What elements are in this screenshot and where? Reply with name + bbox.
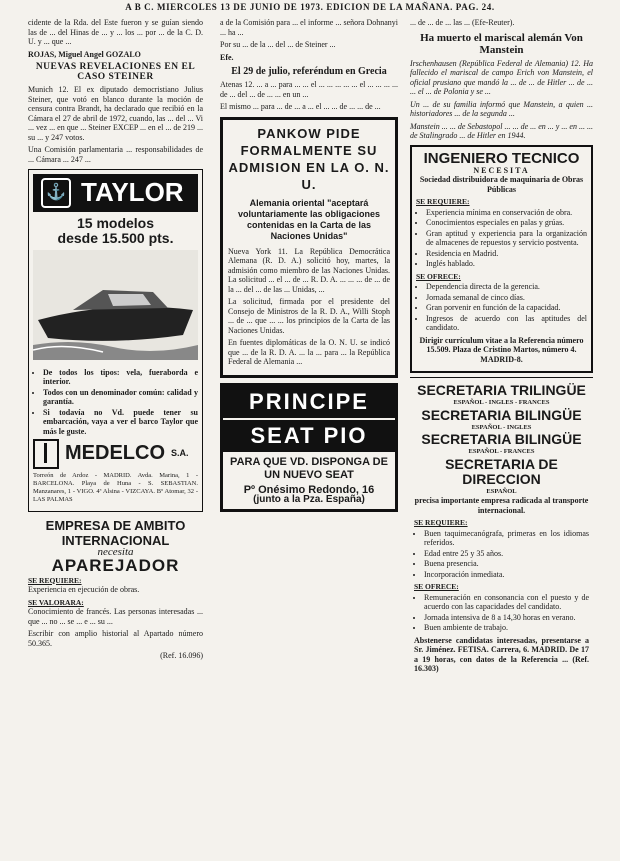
ingeniero-req-title: SE REQUIERE:: [416, 197, 470, 206]
empresa-write: Escribir con amplio historial al Apartado número 50.365.: [28, 629, 203, 648]
list-item: • Jornada intensiva de 8 a 14,30 horas en verano.: [424, 613, 589, 623]
steiner-body: Munich 12. El ex diputado democristiano Julius Steiner, que votó en blanco durante la moción de censura contra Brandt, ha declarado que recibió en la Cámara el 27 de abril de 1972, cuando, las ... del ... Vi ... vez ... en que ... Steiner EXCEP ... en el ... de 219 ... su ... y 247 votos.: [28, 85, 203, 142]
ingeniero-title: INGENIERO TECNICO: [423, 149, 580, 167]
pankow-body-2: La solicitud, firmada por el presidente del Consejo de Ministros de la R. D. A., Willi Stoph ... de ... que ... ... los principios de la Carta de las Naciones Unidas.: [228, 297, 390, 335]
medelco-brand: MEDELCO: [65, 442, 165, 465]
secretaria-offer-list: [414, 593, 589, 633]
secretaria-langs-4: ESPAÑOL: [486, 487, 517, 495]
secretaria-title-4: SECRETARIA DE DIRECCION: [445, 455, 558, 487]
principe-seat-ad: [220, 383, 398, 512]
empresa-ref: (Ref. 16.096): [160, 651, 203, 660]
article-signature: Efe.: [220, 52, 234, 62]
article-signature: ROJAS, Miguel Angel GOZALO: [28, 49, 141, 59]
list-item: • Edad entre 25 y 35 años.: [424, 549, 589, 559]
greece-headline: El 29 de julio, referéndum en Grecia: [231, 66, 387, 77]
secretaria-offer-title: SE OFRECE:: [414, 582, 459, 591]
ingeniero-offer-list: [416, 282, 587, 333]
aparejador-ad: [28, 516, 203, 666]
column-2: [220, 18, 398, 517]
article-continuation: cidente de la Rda. del Este fueron y se guían siendo las de ... del Hinas de ... y ... los ... por ... de la C. D. U. y ... que ...: [28, 18, 203, 46]
list-item: • Buena presencia.: [424, 559, 589, 569]
secretaria-title-3: SECRETARIA BILINGÜE: [421, 431, 582, 447]
medelco-suffix: S.A.: [171, 448, 189, 459]
secretaria-title-2: SECRETARIA BILINGÜE: [421, 406, 582, 423]
ingeniero-ad: [410, 145, 593, 374]
article-continuation-2: Por su ... de la ... del ... de Steiner ...: [220, 40, 336, 49]
list-item: • Buen ambiente de trabajo.: [424, 623, 589, 633]
taylor-bullets: [33, 368, 198, 437]
taylor-logo: [33, 174, 198, 212]
page-header: A B C. MIERCOLES 13 DE JUNIO DE 1973. EDICION DE LA MAÑANA. PAG. 24.: [125, 2, 495, 12]
list-item: • Gran porvenir en función de la capacidad.: [426, 303, 587, 313]
secretaria-req-list: [414, 529, 589, 580]
seat-brand: SEAT PIO: [223, 418, 395, 452]
secretaria-ad: [410, 377, 593, 681]
taylor-brand: TAYLOR: [81, 177, 184, 208]
principe-address-note: (junto a la Pza. España): [253, 494, 365, 505]
article-continuation: a de la Comisión para ... el informe ... señora Dohnanyi ... ha ...: [220, 18, 398, 37]
empresa-necesita: necesita: [97, 546, 134, 558]
anchor-icon: ⚓: [41, 178, 71, 208]
list-item: • Experiencia mínima en conservación de obra.: [426, 208, 587, 218]
pankow-headline: PANKOW PIDE FORMALMENTE SU ADMISION EN LA O. N. U.: [228, 125, 390, 192]
ingeniero-req-list: [416, 208, 587, 269]
taylor-bullet: • Si todavía no Vd. puede tener su embarcación, vaya a ver el barco Taylor que más le guste.: [43, 408, 198, 437]
principe-slogan: PARA QUE VD. DISPONGA DE UN NUEVO SEAT: [230, 455, 388, 481]
list-item: • Jornada semanal de cinco días.: [426, 293, 587, 303]
secretaria-write: Abstenerse candidatas interesadas, presentarse a Sr. Jiménez. FETISA. Carrera, 6. MADRID. De 17 a 19 horas, con datos de la Referencia ... (Ref. 16.303): [414, 635, 589, 673]
empresa-req-title: SE REQUIERE:: [28, 575, 82, 585]
secretaria-req-title: SE REQUIERE:: [414, 518, 468, 527]
principe-brand: PRINCIPE: [223, 386, 395, 418]
secretaria-langs-2: ESPAÑOL - INGLES: [471, 423, 532, 431]
secretaria-intro: precisa importante empresa radicada al transporte internacional.: [414, 496, 589, 515]
empresa-val-title: SE VALORARA:: [28, 597, 84, 607]
empresa-val: Conocimiento de francés. Las personas interesadas ... que ... no ... se ... e ... su ...: [28, 607, 203, 626]
ingeniero-company: Sociedad distribuidora de maquinaria de Obras Públicas: [419, 175, 584, 194]
list-item: • Buen taquimecanógrafa, primeras en los idiomas referidos.: [424, 529, 589, 548]
list-item: • Ingresos de acuerdo con las aptitudes del candidato.: [426, 314, 587, 333]
marshal-body: Irschenhausen (República Federal de Alemania) 12. Ha fallecido el mariscal de campo Erich von Manstein, el oficial prusiano que mandó la ... de ... de Hitler ... de ... ... el ... de Polonia y se ...: [410, 58, 593, 96]
taylor-models: 15 modelos: [76, 215, 155, 231]
pankow-subheadline: Alemania oriental "aceptará voluntariamente las obligaciones contenidas en la Carta de las Naciones Unidas": [237, 197, 381, 241]
empresa-req: Experiencia en ejecución de obras.: [28, 585, 140, 594]
list-item: • Remuneración en consonancia con el puesto y de acuerdo con las capacidades del candidato.: [424, 593, 589, 612]
pankow-article: [220, 117, 398, 378]
ingeniero-write: Dirigir currículum vitae a la Referencia número 15.509. Plaza de Cristino Martos, número 4. MADRID-8.: [419, 335, 584, 364]
taylor-ad: [28, 169, 203, 512]
principe-address: Pº Onésimo Redondo, 16: [243, 483, 375, 496]
column-1: [28, 18, 203, 670]
steiner-headline: NUEVAS REVELACIONES EN EL CASO STEINER: [35, 62, 196, 82]
marshal-headline: Ha muerto el mariscal alemán Von Manstein: [420, 31, 583, 56]
pankow-body-3: En fuentes diplomáticas de la O. N. U. se indicó que ... de la R. D. A. ... la ... para ... la República Federal de Alemania ...: [228, 338, 390, 366]
article-continuation: ... de ... de ... las ... (Efe-Reuter).: [410, 18, 515, 27]
list-item: • Conocimientos especiales en palas y grúas.: [426, 218, 587, 228]
list-item: • Incorporación inmediata.: [424, 570, 589, 580]
marshal-body-3: Manstein ... ... de Sebastopol ... ... de ... en ... y ... en ... ... de Stalingrado ... de Hitler en 1944.: [410, 121, 593, 140]
medelco-logo: [33, 439, 198, 469]
marshal-body-2: Un ... de su familia informó que Manstein, a quien ... historiadores ... de la segunda ...: [410, 99, 593, 118]
list-item: • Residencia en Madrid.: [426, 249, 587, 259]
medelco-mark-icon: [33, 439, 59, 469]
taylor-bullet: • Todos con un denominador común: calidad y garantía.: [43, 388, 198, 407]
ingeniero-necesita: NECESITA: [473, 165, 530, 175]
list-item: • Gran aptitud y experiencia para la organización de almacenes de repuestos y servicio postventa.: [426, 229, 587, 248]
empresa-job: APAREJADOR: [51, 555, 180, 575]
list-item: • Inglés hablado.: [426, 259, 587, 269]
taylor-price: desde 15.500 pts.: [57, 230, 174, 246]
secretaria-langs-1: ESPAÑOL - INGLES - FRANCES: [453, 399, 550, 406]
boat-illustration: [33, 250, 198, 360]
empresa-title: EMPRESA DE AMBITO INTERNACIONAL: [45, 518, 186, 548]
secretaria-langs-3: ESPAÑOL - FRANCES: [468, 448, 535, 455]
medelco-addresses: Torreón de Ardoz - MADRID. Avda. Marina, 1 - BARCELONA. Playa de Huna - S. SEBASTIAN. Manzanares, 1 - VIGO. 4ª Alsina - VIZCAYA. Bº Atomar, 32 - LAS PALMAS: [33, 472, 198, 503]
pankow-body: Nueva York 11. La República Democrática Alemana (R. D. A.) solicitó hoy, martes, la admisión como miembro de las Naciones Unidas. La solicitud ... el ... de ... R. D. A. ... ... ... de ... de la ... del ... de las ... Unidas, ...: [228, 246, 390, 294]
list-item: • Dependencia directa de la gerencia.: [426, 282, 587, 292]
steiner-body-2: Una Comisión parlamentaria ... responsabilidades de ... Cámara ... 247 ...: [28, 145, 203, 164]
greece-body-2: El mismo ... para ... de ... a ... el ... ... de ... ... de ...: [220, 102, 381, 111]
greece-body: Atenas 12. ... a ... para ... ... el ... ... ... ... ... el ... ... ... ... de ... del ... de ... ... en un ...: [220, 80, 398, 99]
secretaria-title-1: SECRETARIA TRILINGÜE: [417, 382, 586, 398]
column-3: [410, 18, 593, 685]
taylor-bullet: • De todos los tipos: vela, fueraborda e interior.: [43, 368, 198, 387]
ingeniero-offer-title: SE OFRECE:: [416, 271, 461, 281]
